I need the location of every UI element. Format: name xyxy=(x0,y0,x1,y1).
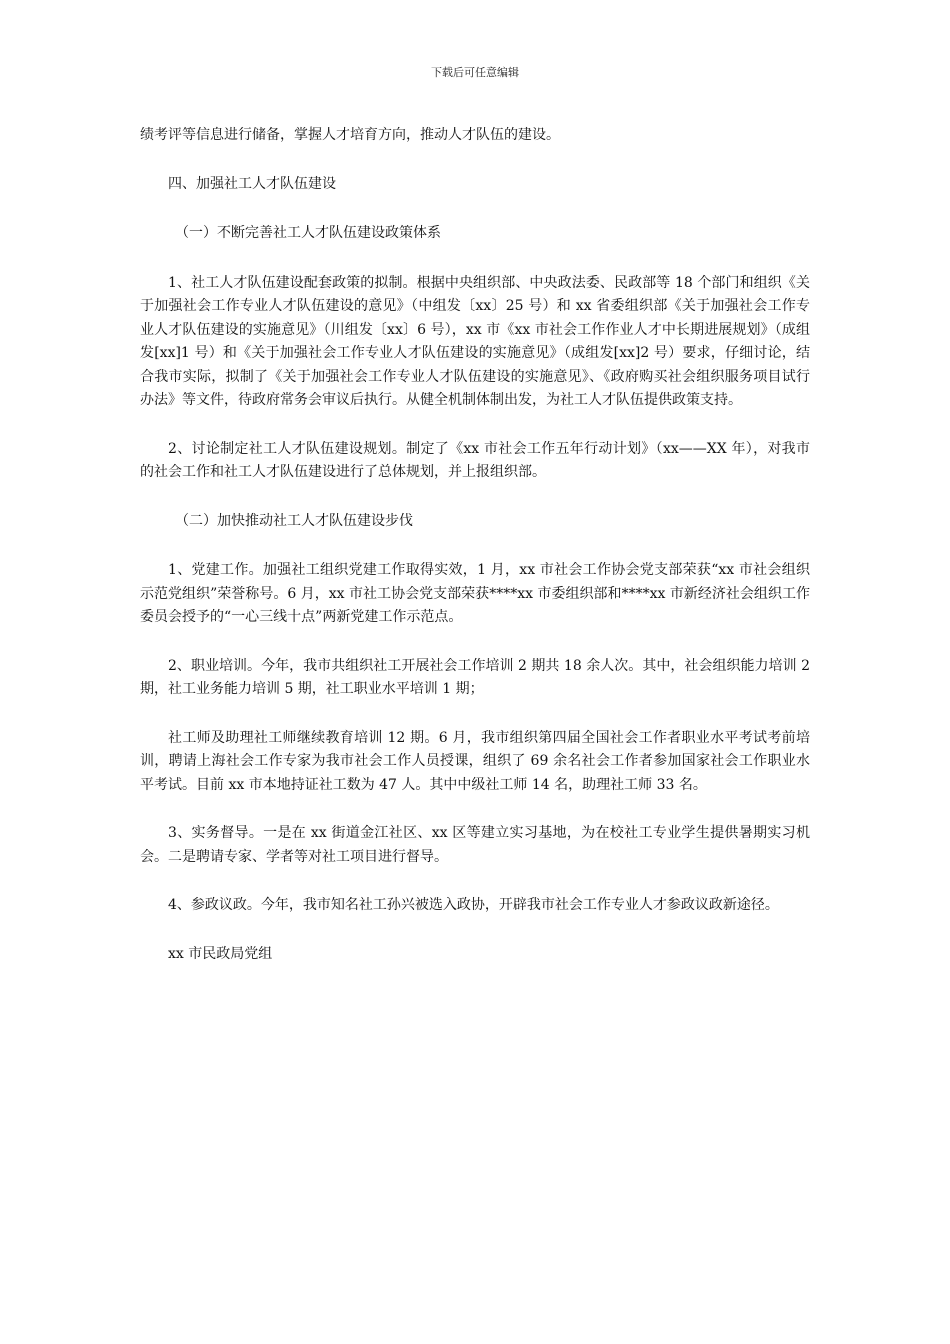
paragraph-planning: 2、讨论制定社工人才队伍建设规划。制定了《xx 市社会工作五年行动计划》（xx——XX 年），对我市的社会工作和社工人才队伍建设进行了总体规划，并上报组织部。 xyxy=(140,440,810,480)
paragraph-continuing-education: 社工师及助理社工师继续教育培训 12 期。6 月，我市组织第四届全国社会工作者职业水平考试考前培训，聘请上海社会工作专家为我市社会工作人员授课，组织了 69 余名社会工作者参加国家社会工作职业水平考试。目前 xx 市本地持证社工数为 47 人。其中中级社工师 14 名，助理社工师 33 名。 xyxy=(140,729,810,793)
paragraph-supervision: 3、实务督导。一是在 xx 街道金江社区、xx 区等建立实习基地，为在校社工专业学生提供暑期实习机会。二是聘请专家、学者等对社工项目进行督导。 xyxy=(140,825,810,865)
subsection-heading-1: （一）不断完善社工人才队伍建设政策体系 xyxy=(175,225,441,241)
paragraph-policy-drafting: 1、社工人才队伍建设配套政策的拟制。根据中央组织部、中央政法委、民政部等 18 个部门和组织《关于加强社会工作专业人才队伍建设的意见》（中组发〔xx〕25 号）和 xx 省委组织部《关于加强社会工作专业人才队伍建设的实施意见》（川组发〔xx〕6 号），xx 市《xx 市社会工作作业人才中长期进展规划》（成组发[xx]1 号）和《关于加强社会工作专业人才队伍建设的实施意见》（成组发[xx]2 号）要求，仔细讨论，结合我市实际，拟制了《关于加强社会工作专业人才队伍建设的实施意见》、《政府购买社会组织服务项目试行办法》等文件，待政府常务会审议后执行。从健全机制体制出发，为社工人才队伍提供政策支持。 xyxy=(140,274,810,408)
paragraph-political-participation: 4、参政议政。今年，我市知名社工孙兴被选入政协，开辟我市社会工作专业人才参政议政新途径。 xyxy=(168,897,779,913)
section-heading-4: 四、加强社工人才队伍建设 xyxy=(168,175,336,192)
document-body xyxy=(140,124,810,991)
paragraph-continuation: 绩考评等信息进行储备，掌握人才培育方向，推动人才队伍的建设。 xyxy=(140,127,560,143)
signature-line: xx 市民政局党组 xyxy=(168,945,273,962)
paragraph-party-building: 1、党建工作。加强社工组织党建工作取得实效，1 月，xx 市社会工作协会党支部荣获“xx 市社会组织示范党组织”荣誉称号。6 月，xx 市社工协会党支部荣获****xx 市委组织部和****xx 市新经济社会组织工作委员会授予的“一心三线十点”两新党建工作示范点。 xyxy=(140,562,810,625)
page-header-note: 下载后可任意编辑 xyxy=(431,66,519,79)
paragraph-training: 2、职业培训。今年，我市共组织社工开展社会工作培训 2 期共 18 余人次。其中，社会组织能力培训 2 期，社工业务能力培训 5 期，社工职业水平培训 1 期； xyxy=(140,657,810,697)
subsection-heading-2: （二）加快推动社工人才队伍建设步伐 xyxy=(175,512,413,529)
